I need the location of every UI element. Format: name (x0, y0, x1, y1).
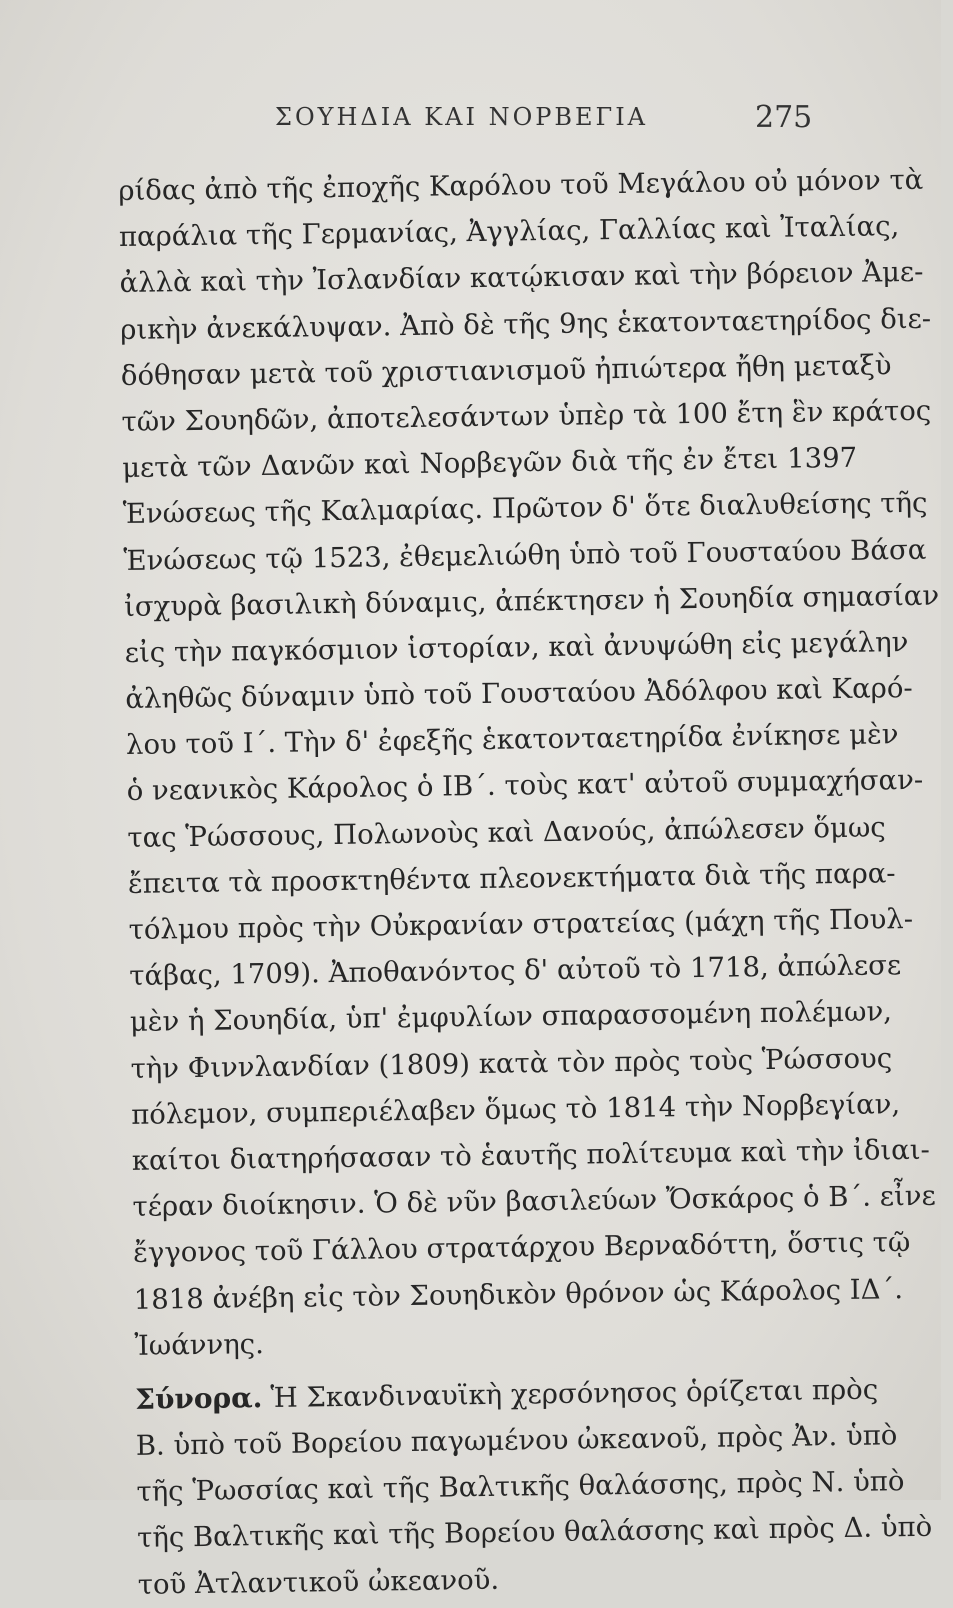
text-line: τέραν διοίκησιν. Ὁ δὲ νῦν βασιλεύων Ὄσκάρος ὁ Β΄. εἶνε (132, 1179, 936, 1224)
text-line: τάβας, 1709). Ἀποθανόντος δ' αὐτοῦ τὸ 1718, ἀπώλεσε (129, 949, 902, 993)
text-line: λου τοῦ Ι΄. Τὴν δ' ἐφεξῆς ἑκατονταετηρίδα ἐνίκησε μὲν (125, 718, 899, 762)
text-line: τοῦ Ἀτλαντικοῦ ὠκεανοῦ. (137, 1563, 500, 1601)
text-line: ἰσχυρὰ βασιλικὴ δύναμις, ἀπέκτησεν ἡ Σουηδία σημασίαν (123, 579, 940, 623)
text-line: εἰς τὴν παγκόσμιον ἱστορίαν, καὶ ἀνυψώθη εἰς μεγάλην (124, 625, 909, 669)
page-number: 275 (755, 100, 813, 135)
running-title: ΣΟΥΗΔΙΑ ΚΑΙ ΝΟΡΒΕΓΙΑ (275, 103, 649, 131)
text-line: δόθησαν μετὰ τοῦ χριστιανισμοῦ ἠπιώτερα ἤθη μεταξὺ (120, 348, 892, 392)
text-line-rest: Ἡ Σκανδιναυϊκὴ χερσόνησος ὁρίζεται πρὸς (270, 1373, 879, 1414)
text-line: ἔπειτα τὰ προσκτηθέντα πλεονεκτήματα διὰ τῆς παρα- (127, 857, 896, 900)
section-heading: Σύνορα. (134, 1380, 263, 1416)
text-line: τας Ῥώσσους, Πολωνοὺς καὶ Δανούς, ἀπώλεσεν ὅμως (127, 810, 886, 854)
text-line: ἀληθῶς δύναμιν ὑπὸ τοῦ Γουσταύου Ἀδόλφου καὶ Καρό- (125, 672, 913, 716)
text-line: τῆς Βαλτικῆς καὶ τῆς Βορείου θαλάσσης καὶ πρὸς Δ. ὑπὸ (136, 1511, 933, 1555)
text-line: 1818 ἀνέβη εἰς τὸν Σουηδικὸν θρόνον ὡς Κάρολος ΙΔ΄. (133, 1272, 904, 1316)
paragraph-borders (134, 1366, 933, 1607)
text-line: τὴν Φιννλανδίαν (1809) κατὰ τὸν πρὸς τοὺς Ῥώσσους (130, 1041, 893, 1085)
text-line: τῆς Ῥωσσίας καὶ τῆς Βαλτικῆς θαλάσσης, πρὸς Ν. ὑπὸ (136, 1465, 905, 1509)
paragraph-history (118, 158, 940, 1369)
text-line: Β. ὑπὸ τοῦ Βορείου παγωμένου ὠκεανοῦ, πρὸς Ἀν. ὑπὸ (135, 1419, 898, 1462)
text-body (118, 158, 940, 1608)
text-line: μετὰ τῶν Δανῶν καὶ Νορβεγῶν διὰ τῆς ἐν ἔτει 1397 (121, 441, 858, 485)
text-line: παράλια τῆς Γερμανίας, Ἀγγλίας, Γαλλίας καὶ Ἰταλίας, (118, 210, 900, 254)
text-line: τόλμου πρὸς τὴν Οὐκρανίαν στρατείας (μάχη τῆς Πουλ- (128, 902, 914, 946)
text-line: τῶν Σουηδῶν, ἀποτελεσάντων ὑπὲρ τὰ 100 ἔτη ἓν κράτος (121, 394, 932, 438)
text-line: ρικὴν ἀνεκάλυψαν. Ἀπὸ δὲ τῆς 9ης ἑκατονταετηρίδος διε- (120, 302, 932, 346)
text-line: ἀλλὰ καὶ τὴν Ἰσλανδίαν κατῴκισαν καὶ τὴν βόρειον Ἀμε- (119, 256, 924, 300)
text-line: Ἰωάννης. (134, 1327, 265, 1362)
text-line: ὁ νεανικὸς Κάρολος ὁ ΙΒ΄. τοὺς κατ' αὐτοῦ συμμαχήσαν- (126, 764, 924, 808)
text-line: Ἑνώσεως τῆς Καλμαρίας. Πρῶτον δ' ὅτε διαλυθείσης τῆς (122, 487, 928, 531)
text-line: πόλεμον, συμπεριέλαβεν ὅμως τὸ 1814 τὴν Νορβεγίαν, (130, 1087, 901, 1131)
text-line: ρίδας ἀπὸ τῆς ἐποχῆς Καρόλου τοῦ Μεγάλου οὐ μόνον τὰ (118, 163, 924, 207)
text-line: ἔγγονος τοῦ Γάλλου στρατάρχου Βερναδόττη, ὅστις τῷ (132, 1226, 911, 1270)
text-line: καίτοι διατηρήσασαν τὸ ἑαυτῆς πολίτευμα καὶ τὴν ἰδιαι- (131, 1133, 931, 1177)
text-line: Ἑνώσεως τῷ 1523, ἐθεμελιώθη ὑπὸ τοῦ Γουσταύου Βάσα (123, 533, 927, 577)
text-line: μὲν ἡ Σουηδία, ὑπ' ἐμφυλίων σπαρασσομένη πολέμων, (129, 995, 893, 1039)
